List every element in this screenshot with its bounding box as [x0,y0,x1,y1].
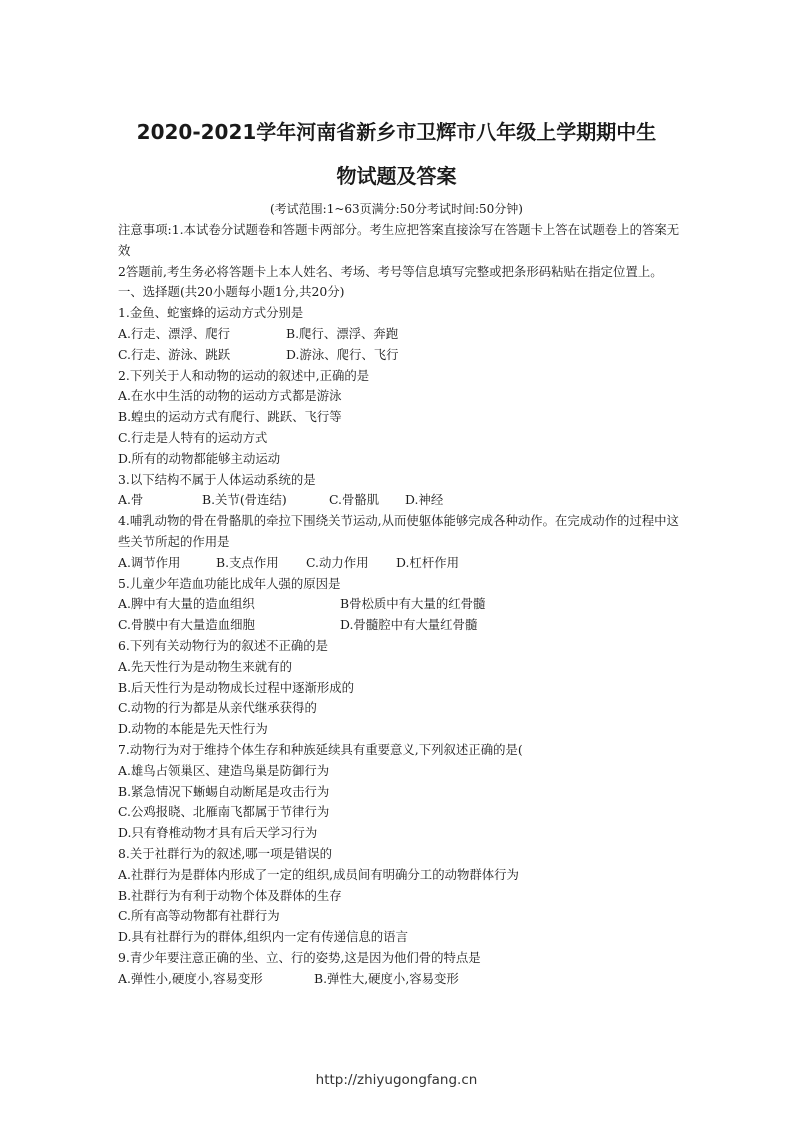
option: D.动物的本能是先天性行为 [118,721,268,737]
option: B.关节(骨连结) [202,492,287,508]
footer-url: http://zhiyugongfang.cn [315,1072,478,1088]
option-row [118,969,690,990]
option: D.游泳、爬行、飞行 [286,346,399,362]
option: A.弹性小,硬度小,容易变形 [118,970,263,986]
question-stem: 8.关于社群行为的叙述,哪一项是错误的 [118,845,333,861]
option: D.具有社群行为的群体,组织内一定有传递信息的语言 [118,929,408,945]
option-row [118,490,690,511]
option: D.骨髓腔中有大量红骨髓 [340,617,478,633]
option: C.公鸡报晓、北雁南飞都属于节律行为 [118,804,330,820]
option: A.在水中生活的动物的运动方式都是游泳 [118,388,342,404]
option: A.骨 [118,492,144,508]
option: B.社群行为有利于动物个体及群体的生存 [118,887,342,903]
question-stem: 7.动物行为对于维持个体生存和种族延续具有重要意义,下列叙述正确的是( [118,741,523,757]
question-stem: 5.儿童少年造血功能比成年人强的原因是 [118,575,341,591]
option: C.骨骼肌 [329,492,380,508]
option: A.调节作用 [118,554,181,570]
option: D.所有的动物都能够主动运动 [118,450,281,466]
option: C.动物的行为都是从亲代继承获得的 [118,700,317,716]
section-heading: 一、选择题(共20小题每小题1分,共20分) [118,284,345,300]
question-stem: 3.以下结构不属于人体运动系统的是 [118,471,316,487]
question-stem: 6.下列有关动物行为的叙述不正确的是 [118,637,329,653]
option: B.支点作用 [216,554,279,570]
document-title-line-2: 物试题及答案 [336,164,457,188]
option: B骨松质中有大量的红骨髓 [340,596,486,612]
option: A.行走、漂浮、爬行 [118,325,231,341]
option: B.爬行、漂浮、奔跑 [286,325,399,341]
option: D.只有脊椎动物才具有后天学习行为 [118,825,318,841]
option: C.所有高等动物都有社群行为 [118,908,280,924]
option-row [118,324,690,345]
option: C.行走、游泳、跳跃 [118,346,231,362]
notice-paragraph-2: 2答题前,考生务必将答题卡上本人姓名、考场、考号等信息填写完整或把条形码粘贴在指定位置上。 [118,263,663,279]
option: C.行走是人特有的运动方式 [118,429,268,445]
option: A.社群行为是群体内形成了一定的组织,成员间有明确分工的动物群体行为 [118,866,519,882]
question-stem: 9.青少年要注意正确的坐、立、行的姿势,这是因为他们骨的特点是 [118,949,481,965]
option: B.紧急情况下蜥蜴自动断尾是攻击行为 [118,783,330,799]
notice-paragraph-1: 注意事项:1.本试卷分试题卷和答题卡两部分。考生应把答案直接涂写在答题卡上答在试题卷上的答案无效 [118,222,680,258]
option-row [118,594,690,615]
question-stem: 4.哺乳动物的骨在骨骼肌的牵拉下围绕关节运动,从而使躯体能够完成各种动作。在完成动作的过程中这些关节所起的作用是 [118,513,679,549]
option: B.后天性行为是动物成长过程中逐渐形成的 [118,679,355,695]
option: A.雄鸟占领巢区、建造鸟巢是防御行为 [118,762,330,778]
exam-info: (考试范围:1~63页满分:50分考试时间:50分钟) [270,202,523,216]
option: D.杠杆作用 [396,554,459,570]
question-stem: 1.金鱼、蛇蜜蜂的运动方式分别是 [118,305,304,321]
option-row [118,345,690,366]
option: C.动力作用 [306,554,369,570]
option: B.弹性大,硬度小,容易变形 [314,970,459,986]
option-row [118,553,690,574]
option: C.骨膜中有大量造血细胞 [118,617,255,633]
option: D.神经 [405,492,444,508]
option: A.先天性行为是动物生来就有的 [118,658,292,674]
option-row [118,615,690,636]
option: A.脾中有大量的造血组织 [118,596,255,612]
option: B.蝗虫的运动方式有爬行、跳跃、飞行等 [118,409,342,425]
question-stem: 2.下列关于人和动物的运动的叙述中,正确的是 [118,367,370,383]
document-title-line-1: 2020-2021学年河南省新乡市卫辉市八年级上学期期中生 [136,120,657,144]
document-body [118,220,690,989]
